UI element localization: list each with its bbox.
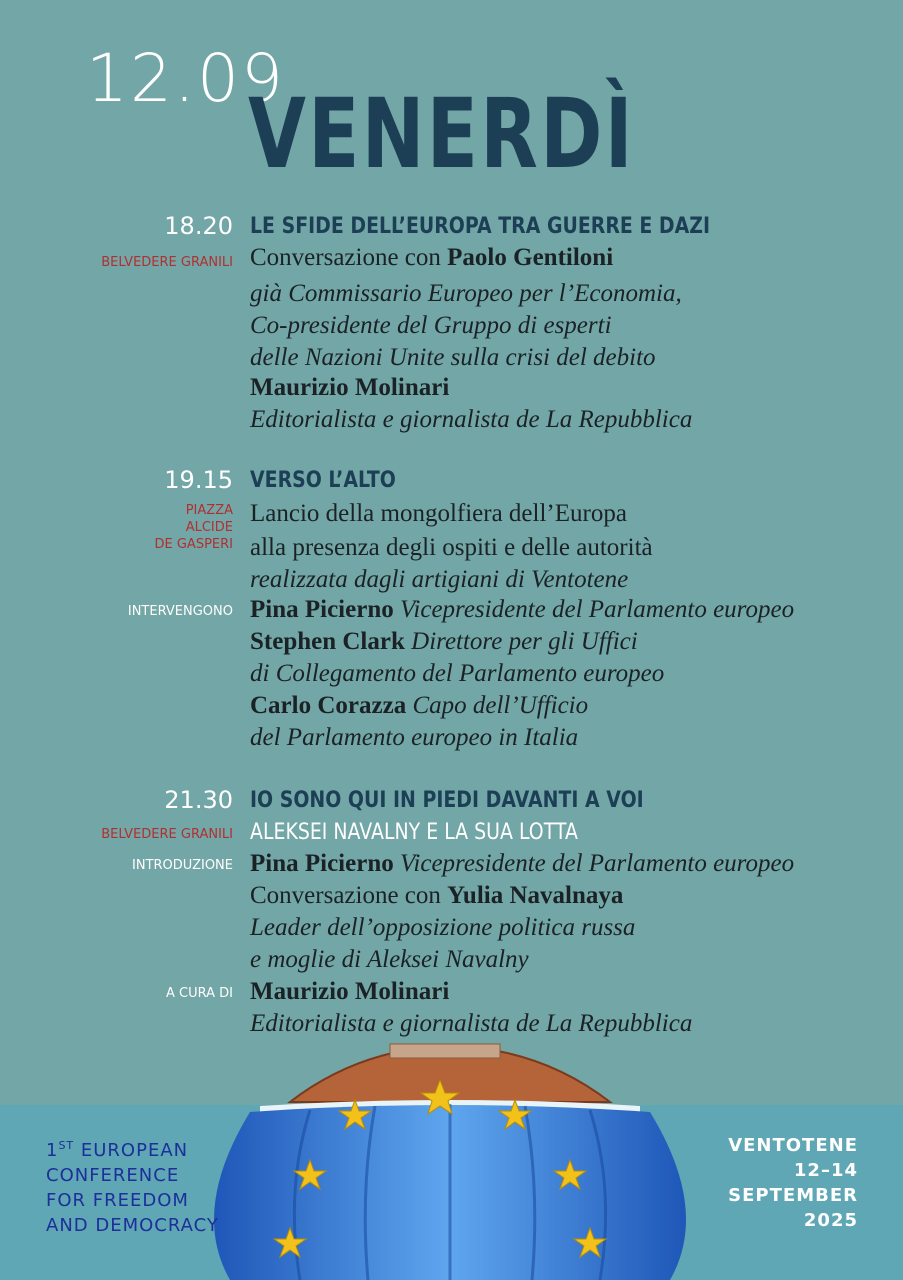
event-title: VERSO L’ALTO [250,468,396,493]
event-time: 18.20 [164,212,233,240]
event-line: Leader dell’opposizione politica russa [250,914,636,941]
speakers-label: INTERVENGONO [127,604,233,619]
event-line: Maurizio Molinari [250,374,450,401]
event-location: BELVEDERE GRANILI [101,827,233,842]
event-title: LE SFIDE DELL’EUROPA TRA GUERRE E DAZI [250,214,711,239]
conference-name: 1ST EUROPEAN CONFERENCE FOR FREEDOM AND DEMOCRACY [46,1139,219,1236]
event-line: Editorialista e giornalista de La Repubblica [250,406,693,433]
event-line: e moglie di Aleksei Navalny [250,946,529,973]
event-line: Lancio della mongolfiera dell’Europa [250,500,627,527]
event-line: di Collegamento del Parlamento europeo [250,660,665,687]
event-line: Conversazione con Paolo Gentiloni [250,244,614,271]
event-subtitle: ALEKSEI NAVALNY E LA SUA LOTTA [250,820,578,845]
conference-place-dates: VENTOTENE 12–14 SEPTEMBER 2025 [728,1135,858,1231]
event-line: del Parlamento europeo in Italia [250,724,579,751]
page-date: 12.09 [86,40,285,117]
curator-label: A CURA DI [166,986,233,1001]
event-line: Editorialista e giornalista de La Repubblica [250,1010,693,1037]
event-location: PIAZZA ALCIDE DE GASPERI [154,503,233,552]
event-title: IO SONO QUI IN PIEDI DAVANTI A VOI [250,788,644,813]
event-line: alla presenza degli ospiti e delle autorità [250,534,653,561]
event-line: Stephen Clark Direttore per gli Uffici [250,628,638,655]
intro-label: INTRODUZIONE [132,858,233,873]
eu-balloon-illustration [190,1040,710,1280]
event-line: Pina Picierno Vicepresidente del Parlamento europeo [250,850,795,877]
event-line: già Commissario Europeo per l’Economia, [250,280,682,307]
event-line: delle Nazioni Unite sulla crisi del debito [250,344,656,371]
event-line: Co-presidente del Gruppo di esperti [250,312,612,339]
event-line: realizzata dagli artigiani di Ventotene [250,566,629,593]
event-location: BELVEDERE GRANILI [101,255,233,270]
event-line: Carlo Corazza Capo dell’Ufficio [250,692,589,719]
page-day: VENERDÌ [248,78,635,190]
event-time: 21.30 [164,786,233,814]
event-line: Pina Picierno Vicepresidente del Parlamento europeo [250,596,795,623]
event-line: Maurizio Molinari [250,978,450,1005]
event-line: Conversazione con Yulia Navalnaya [250,882,624,909]
event-time: 19.15 [164,466,233,494]
